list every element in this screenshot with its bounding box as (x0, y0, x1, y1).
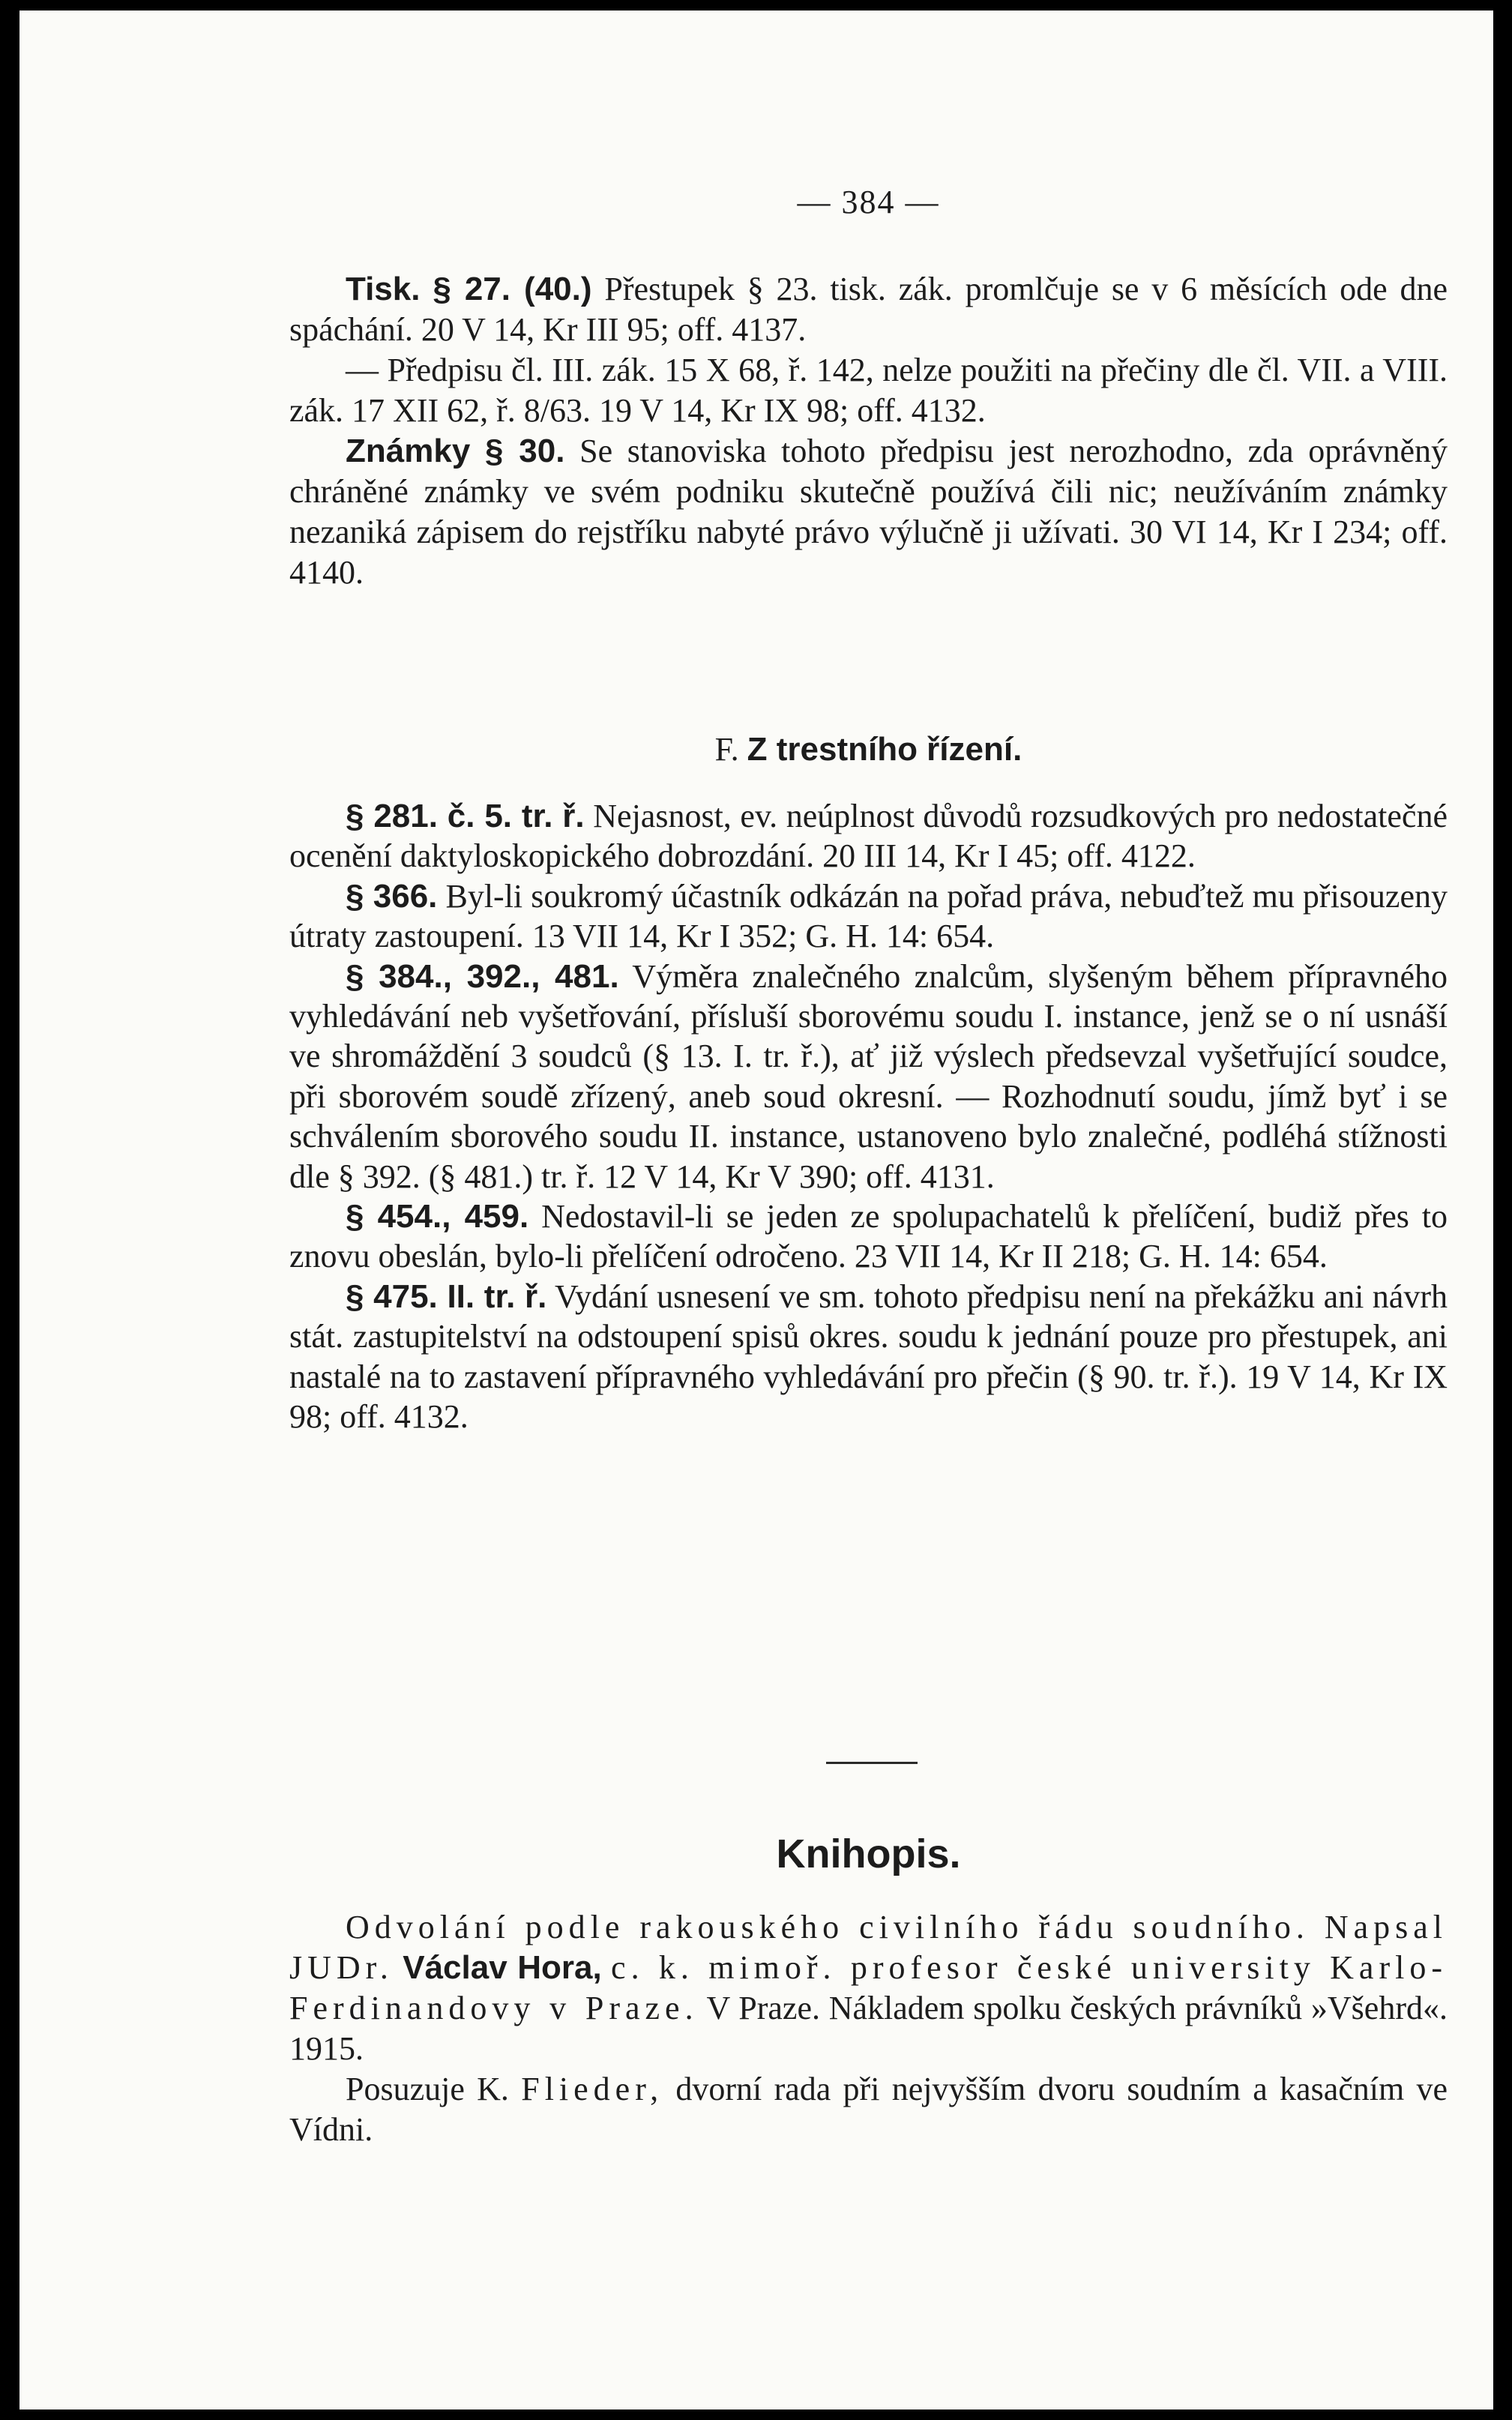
entry-text: — Předpisu čl. III. zák. 15 X 68, ř. 142, nelze použiti na přečiny dle čl. VII. a VIII. zák. 17 XII 62, ř. 8/63. 19 V 14, Kr IX 98; off. 4132. (289, 352, 1448, 429)
page-number: — 384 — (797, 184, 940, 220)
entry-keyword: Tisk. (346, 271, 421, 307)
review-publication: V Praze. Nákladem spolku českých právníků »Všehrd«. 1915. (289, 1990, 1448, 2067)
entry-text: Nedostavil-li se jeden ze spolupachatelů k přelíčení, budiž přes to znovu obeslán, bylo-li přelíčení odročeno. 23 VII 14, Kr II 218; G. H. 14: 654. (289, 1198, 1448, 1275)
section-divider (826, 1762, 918, 1764)
section-title: Z trestního řízení. (747, 731, 1022, 768)
entry-reference: § 30. (484, 433, 565, 469)
reviewer-prefix: Posuzuje K. (346, 2071, 509, 2107)
reviewer-suffix: dvorní rada při nejvyšším dvoru soudním a kasačním ve Vídni. (289, 2071, 1448, 2148)
entry-454 (289, 1197, 1448, 1277)
review-author-title: c. k. mimoř. profesor české university Karlo-Ferdinandovy v Praze. (289, 1949, 1448, 2026)
review-reviewer (289, 2069, 1448, 2150)
entry-reference: § 475. II. tr. ř. (346, 1277, 547, 1315)
review-heading: Knihopis. (776, 1831, 961, 1876)
press-law-entries (289, 269, 1448, 593)
entry-366 (289, 876, 1448, 957)
criminal-procedure-entries (289, 796, 1448, 1437)
entry-reference: § 454., 459. (346, 1198, 529, 1235)
entry-text: Vydání usnesení ve sm. tohoto předpisu není na překážku ani návrh stát. zastupitelství na odstoupení spisů okres. soudu k jednání pouze pro přestupek, ani nastalé na to zastavení přípravného vyhledávání pro přečin (§ 90. tr. ř.). 19 V 14, Kr IX 98; off. 4132. (289, 1277, 1448, 1436)
book-page (19, 10, 1493, 2410)
entry-znamky (289, 431, 1448, 593)
entry-reference: § 366. (346, 877, 438, 915)
entry-reference: § 281. č. 5. tr. ř. (346, 798, 585, 834)
entry-reference: § 384., 392., 481. (346, 957, 619, 995)
entry-text: Se stanoviska tohoto předpisu jest nerozhodno, zda oprávněný chráněné známky ve svém podniku skutečně používá čili nic; neužíváním známky nezaniká zápisem do rejstříku nabyté právo výlučně ji užívati. 30 VI 14, Kr I 234; off. 4140. (289, 433, 1448, 591)
entry-text: Byl-li soukromý účastník odkázán na pořad práva, nebuďtež mu přisouzeny útraty zastoupení. 13 VII 14, Kr I 352; G. H. 14: 654. (289, 877, 1448, 955)
entry-384 (289, 957, 1448, 1197)
entry-tisk-continued (289, 350, 1448, 431)
review-citation (289, 1907, 1448, 2069)
reviewer-name: Flieder, (521, 2071, 664, 2107)
entry-281 (289, 796, 1448, 876)
entry-text: Přestupek § 23. tisk. zák. promlčuje se v 6 měsících ode dne spáchání. 20 V 14, Kr III 95; off. 4137. (289, 271, 1448, 348)
entry-tisk (289, 269, 1448, 350)
entry-reference: § 27. (40.) (433, 271, 592, 307)
entry-text: Výměra znalečného znalcům, slyšeným během přípravného vyhledávání neb vyšetřování, přísluší sborovému soudu I. instance, jenž se o ní usnáší ve shromáždění 3 soudců (§ 13. I. tr. ř.), ať již výslech předsevzal vyšetřující soudce, při sborovém soudě zřízený, aneb soud okresní. — Rozhodnutí soudu, jímž byť i se schválením sborového soudu II. instance, ustanoveno bylo znalečné, podléhá stížnosti dle § 392. (§ 481.) tr. ř. 12 V 14, Kr V 390; off. 4131. (289, 957, 1448, 1195)
review-book-title: Odvolání podle rakouského civilního řádu soudního. Napsal JUDr. (289, 1909, 1448, 1986)
section-letter: F. (714, 731, 739, 768)
review-author: Václav Hora, (403, 1949, 602, 1986)
book-review (289, 1907, 1448, 2150)
entry-475 (289, 1277, 1448, 1437)
entry-keyword: Známky (346, 433, 471, 469)
section-heading (289, 730, 1448, 768)
entry-text: Nejasnost, ev. neúplnost důvodů rozsudkových pro nedostatečné ocenění daktyloskopického dobrozdání. 20 III 14, Kr I 45; off. 4122. (289, 798, 1448, 875)
